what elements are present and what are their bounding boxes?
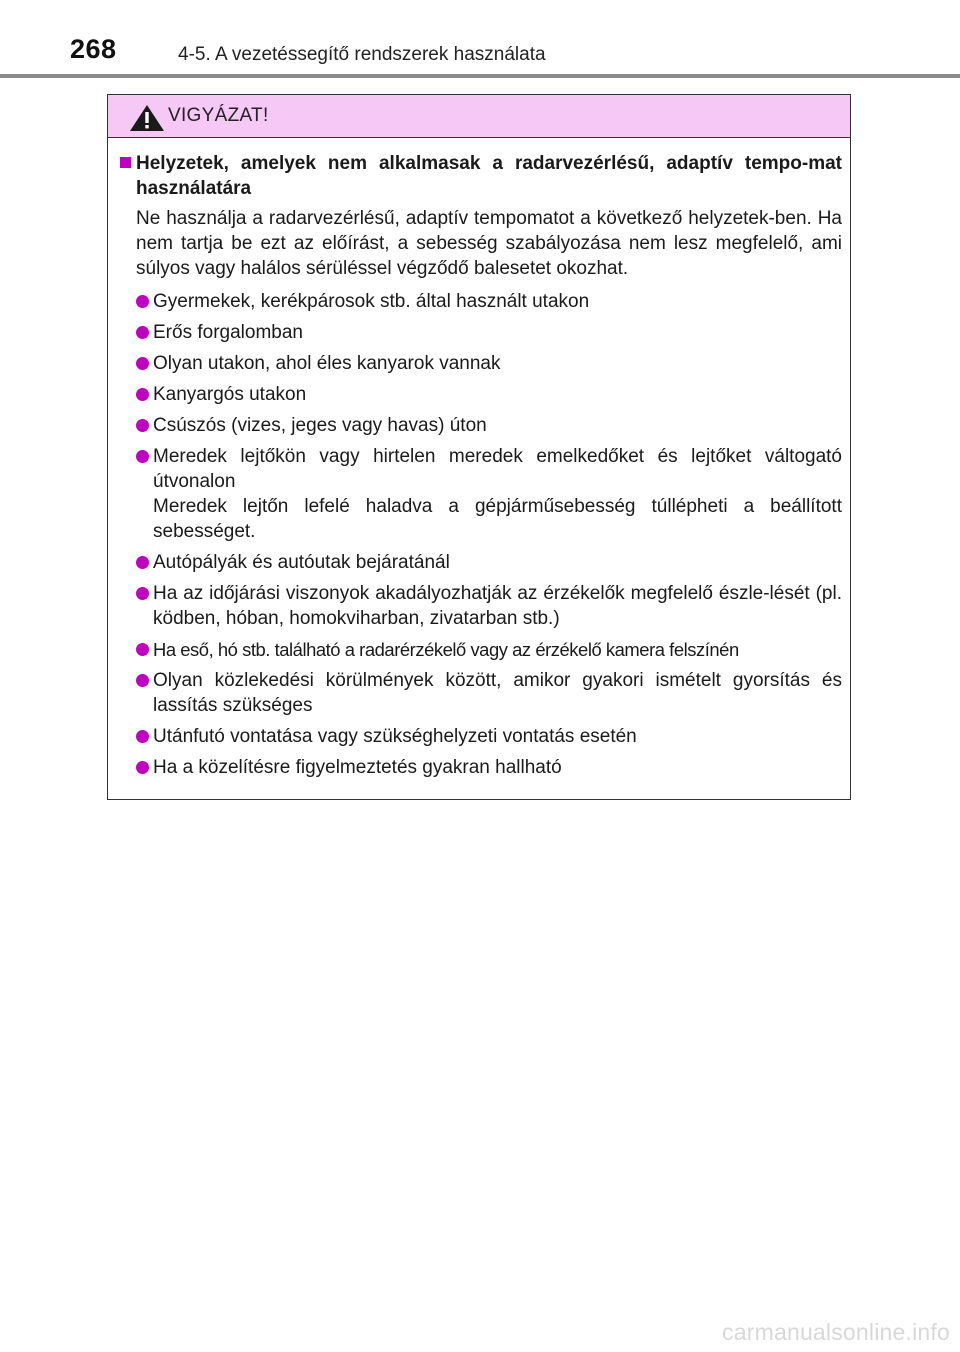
- bullet-dot-icon: [136, 419, 149, 432]
- list-item-text: Csúszós (vizes, jeges vagy havas) úton: [153, 415, 487, 436]
- page-number: 268: [70, 34, 117, 64]
- bullet-dot-icon: [136, 450, 149, 463]
- warning-heading: [116, 151, 842, 201]
- list-item: [136, 668, 842, 718]
- list-item-text: Ha a közelítésre figyelmeztetés gyakran hallható: [153, 757, 562, 778]
- warning-triangle-icon: [129, 104, 165, 132]
- list-item-text: Gyermekek, kerékpárosok stb. által használt utakon: [153, 291, 590, 312]
- bullet-dot-icon: [136, 587, 149, 600]
- page-header: [0, 0, 960, 78]
- bullet-dot-icon: [136, 357, 149, 370]
- list-item-note: Meredek lejtőn lefelé haladva a gépjárműsebesség túllépheti a beállított sebességet.: [153, 496, 842, 542]
- bullet-dot-icon: [136, 643, 149, 656]
- list-item: [136, 444, 842, 544]
- bullet-dot-icon: [136, 556, 149, 569]
- warning-box: [107, 94, 851, 800]
- list-item: [136, 724, 842, 749]
- section-title: 4-5. A vezetéssegítő rendszerek használata: [178, 44, 546, 65]
- list-item-text: Ha az időjárási viszonyok akadályozhatják az érzékelők megfelelő észle-lését (pl. ködben, hóban, homokviharban, zivatarban stb.): [153, 583, 842, 629]
- list-item-text: Olyan utakon, ahol éles kanyarok vannak: [153, 353, 501, 374]
- bullet-dot-icon: [136, 730, 149, 743]
- list-item: [136, 382, 842, 407]
- warning-header: [108, 95, 850, 138]
- list-item-text: [153, 444, 842, 544]
- footer-watermark: carmanualsonline.info: [722, 1319, 950, 1345]
- list-item: [136, 755, 842, 780]
- list-item: [136, 351, 842, 376]
- warning-intro: Ne használja a radarvezérlésű, adaptív tempomatot a következő helyzetek-ben. Ha nem tartja be ezt az előírást, a sebesség szabályozása nem lesz megfelelő, ami súlyos vagy halálos sérüléssel végződő balesetet okozhat.: [136, 208, 842, 279]
- bullet-dot-icon: [136, 761, 149, 774]
- list-item: [136, 581, 842, 631]
- situation-list: [136, 289, 842, 780]
- list-item: [136, 637, 842, 662]
- warning-heading-text: Helyzetek, amelyek nem alkalmasak a radarvezérlésű, adaptív tempo-mat használatára: [136, 153, 842, 199]
- list-item: [136, 320, 842, 345]
- bullet-dot-icon: [136, 388, 149, 401]
- list-item: [136, 413, 842, 438]
- warning-body: [108, 138, 850, 780]
- list-item-text: Kanyargós utakon: [153, 384, 307, 405]
- list-item: [136, 550, 842, 575]
- list-item-text: Ha eső, hó stb. található a radarérzékelő vagy az érzékelő kamera felszínén: [153, 639, 739, 660]
- bullet-dot-icon: [136, 295, 149, 308]
- list-item-text: Autópályák és autóutak bejáratánál: [153, 552, 450, 573]
- list-item: [136, 289, 842, 314]
- list-item-text: Erős forgalomban: [153, 322, 303, 343]
- bullet-dot-icon: [136, 674, 149, 687]
- list-item-main: Meredek lejtőkön vagy hirtelen meredek emelkedőket és lejtőket váltogató útvonalon: [153, 446, 842, 492]
- header-rule: [0, 74, 960, 78]
- list-item-text: Utánfutó vontatása vagy szükséghelyzeti vontatás esetén: [153, 726, 637, 747]
- list-item-text: Olyan közlekedési körülmények között, amikor gyakori ismételt gyorsítás és lassítás szükséges: [153, 670, 842, 716]
- bullet-dot-icon: [136, 326, 149, 339]
- square-bullet-icon: [120, 157, 131, 168]
- warning-title: VIGYÁZAT!: [168, 105, 269, 126]
